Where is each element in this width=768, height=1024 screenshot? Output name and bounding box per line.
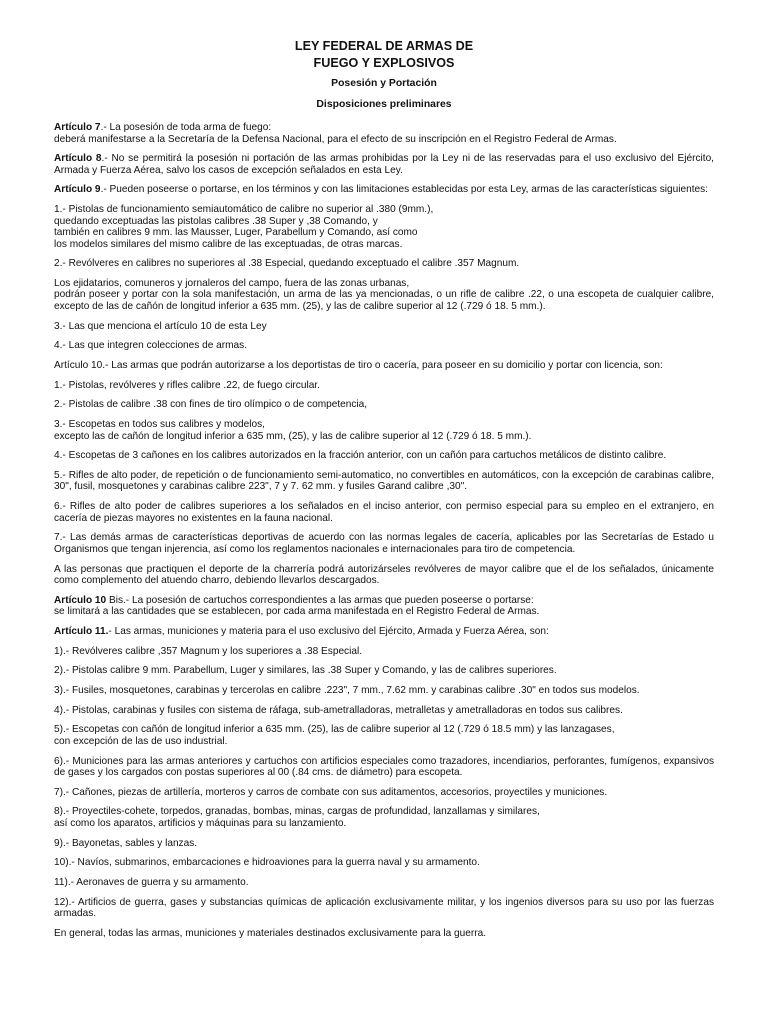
- paragraph-line: así como los aparatos, artificios y máquinas para su lanzamiento.: [54, 817, 347, 829]
- paragraph-line: se limitará a las cantidades que se establecen, por cada arma manifestada en el Registro Federal de Armas.: [54, 606, 540, 618]
- paragraph-line: podrán poseer y portar con la sola manifestación, un arma de las ya mencionadas, o un rifle de calibre .22, o una escopeta de cualquier calibre, excepto de las de cañón de longitud inferior a 635 mm. (25), y las de calibre superior al 12 (.729 ó 18. 5 mm.).: [54, 289, 714, 312]
- paragraph-line: 7.- Las demás armas de características deportivas de acuerdo con las normas legales de cacería, aplicables por las Secretarías de Estado u Organismos que tengan injerencia, así como los reglamentos nacionales e internacionales para tiro de competencia.: [54, 532, 714, 555]
- paragraph-line: también en calibres 9 mm. las Mausser, Luger, Parabellum y Comando, así como: [54, 227, 418, 239]
- paragraph-line: 4.- Escopetas de 3 cañones en los calibres autorizados en la fracción anterior, con un cañón para cartuchos metálicos de distinto calibre.: [54, 450, 667, 462]
- paragraph: [54, 838, 714, 850]
- article-label: Artículo 7: [54, 122, 101, 133]
- paragraph-line: Artículo 10.- Las armas que podrán autorizarse a los deportistas de tiro o cacería, para poseer en su domicilio y portar con licencia, son:: [54, 360, 663, 371]
- paragraph-line: con excepción de las de uso industrial.: [54, 735, 228, 747]
- paragraph-line: los modelos similares del mismo calibre de las exceptuadas, de otras marcas.: [54, 238, 403, 250]
- section-heading: Posesión y Portación: [331, 78, 437, 89]
- paragraph: [54, 756, 714, 779]
- paragraph: [54, 399, 714, 411]
- paragraph-line: 10).- Navíos, submarinos, embarcaciones e hidroaviones para la guerra naval y su armamento.: [54, 857, 480, 869]
- paragraph-line: excepto las de cañón de longitud inferior a 635 mm, (25), y las de calibre superior al 12 (.729 ó 18. 5 mm.).: [54, 430, 532, 442]
- article-label: Artículo 8: [54, 153, 102, 165]
- paragraph-line: 12).- Artificios de guerra, gases y substancias químicas de aplicación exclusivamente militar, y los ingenios diversos para su uso por las fuerzas armadas.: [54, 896, 714, 920]
- paragraph: [54, 532, 714, 555]
- paragraph-line: 3).- Fusiles, mosquetones, carabinas y tercerolas en calibre .223", 7 mm., 7.62 mm. y carabinas calibre .30" en todos sus modelos.: [54, 684, 640, 696]
- paragraph-line: 5.- Rifles de alto poder, de repetición o de funcionamiento semi-automatico, no convertibles en automáticos, con la excepción de carabinas calibre, 30", fusil, mosquetones y carabinas calibre 223", 7 y 7. 62 mm. y fusiles Garand calibre ,30".: [54, 469, 714, 493]
- paragraph: [54, 626, 714, 638]
- document-title: [54, 38, 714, 72]
- article-label: Artículo 11.: [54, 625, 109, 637]
- paragraph-line: 3.- Las que menciona el artículo 10 de esta Ley: [54, 320, 267, 332]
- paragraph-line: 7).- Cañones, piezas de artillería, morteros y carros de combate con sus aditamentos, accesorios, proyectiles y municiones.: [54, 786, 608, 798]
- paragraph-line: 6).- Municiones para las armas anteriores y cartuchos con artificios especiales como trazadores, incendiarios, perforantes, fumígenos, expansivos de gases y los cargados con postas superiores al 00 (.84 cms. de diámetro) para escopeta.: [54, 755, 714, 778]
- paragraph: [54, 122, 714, 145]
- paragraph-line: 2.- Pistolas de calibre .38 con fines de tiro olímpico o de competencia,: [54, 399, 368, 411]
- paragraph: [54, 564, 714, 587]
- paragraph-line: Artículo 9.- Pueden poseerse o portarse, en los términos y con las limitaciones establecidas por esta Ley, armas de las características siguientes:: [54, 184, 708, 196]
- paragraph: [54, 595, 714, 618]
- paragraph: [54, 340, 714, 352]
- paragraph: [54, 857, 714, 869]
- article-label: Artículo 10: [54, 594, 107, 606]
- paragraph-line: 11).- Aeronaves de guerra y su armamento.: [54, 876, 249, 888]
- paragraph-line: A las personas que practiquen el deporte de la charrería podrá autorizárseles revólveres de mayor calibre que el de los señalados, únicamente como complemento del atuendo charro, debiendo llevarlos descargados.: [54, 563, 714, 586]
- paragraph: [54, 380, 714, 392]
- paragraph: [54, 705, 714, 717]
- document-body: [54, 122, 714, 939]
- paragraph-line: 5).- Escopetas con cañón de longitud inferior a 635 mm. (25), las de calibre superior al 12 (.729 ó 18.5 mm) y las lanzagases,: [54, 724, 615, 736]
- paragraph: [54, 646, 714, 658]
- paragraph-line: Artículo 7.- La posesión de toda arma de fuego:: [54, 122, 272, 133]
- paragraph: [54, 278, 714, 313]
- paragraph-line: 6.- Rifles de alto poder de calibres superiores a los señalados en el inciso anterior, con permiso especial para su empleo en el extranjero, en cacería de piezas mayores no existentes en la fauna nacional.: [54, 501, 714, 524]
- paragraph-line: 4.- Las que integren colecciones de armas.: [54, 340, 248, 352]
- paragraph-line: 1).- Revólveres calibre ,357 Magnum y los superiores a .38 Especial.: [54, 645, 363, 657]
- paragraph-line: 3.- Escopetas en todos sus calibres y modelos,: [54, 419, 265, 431]
- paragraph: [54, 787, 714, 799]
- article-label: Artículo 9: [54, 184, 101, 196]
- title-line-1: LEY FEDERAL DE ARMAS DE: [294, 39, 474, 53]
- title-line-2: FUEGO Y EXPLOSIVOS: [313, 56, 455, 70]
- paragraph-line: 2.- Revólveres en calibres no superiores al .38 Especial, quedando exceptuado el calibre .357 Magnum.: [54, 258, 520, 270]
- paragraph: [54, 724, 714, 747]
- paragraph: [54, 450, 714, 462]
- paragraph: [54, 470, 714, 493]
- paragraph-line: 8).- Proyectiles-cohete, torpedos, granadas, bombas, minas, cargas de profundidad, lanzallamas y similares,: [54, 806, 540, 818]
- paragraph-line: Los ejidatarios, comuneros y jornaleros del campo, fuera de las zonas urbanas,: [54, 277, 410, 289]
- paragraph: [54, 258, 714, 270]
- paragraph-line: 1.- Pistolas de funcionamiento semiautomático de calibre no superior al .380 (9mm.),: [54, 204, 434, 216]
- paragraph: [54, 806, 714, 829]
- paragraph-line: deberá manifestarse a la Secretaría de la Defensa Nacional, para el efecto de su inscripción en el Registro Federal de Armas.: [54, 133, 617, 145]
- paragraph: [54, 184, 714, 196]
- paragraph: [54, 419, 714, 442]
- paragraph: [54, 360, 714, 372]
- paragraph-line: 9).- Bayonetas, sables y lanzas.: [54, 837, 198, 849]
- paragraph-line: Artículo 11.- Las armas, municiones y materia para el uso exclusivo del Ejército, Armada y Fuerza Aérea, son:: [54, 625, 549, 637]
- paragraph: [54, 204, 714, 250]
- paragraph: [54, 665, 714, 677]
- subsection-heading: Disposiciones preliminares: [316, 99, 452, 110]
- paragraph-line: quedando exceptuadas las pistolas calibres .38 Super y ,38 Comando, y: [54, 215, 378, 227]
- paragraph: [54, 897, 714, 920]
- paragraph-line: 1.- Pistolas, revólveres y rifles calibre .22, de fuego circular.: [54, 379, 320, 391]
- paragraph: [54, 501, 714, 524]
- paragraph-line: Artículo 10 Bis.- La posesión de cartuchos correspondientes a las armas que pueden poseerse o portarse:: [54, 594, 534, 606]
- paragraph: [54, 877, 714, 889]
- paragraph-line: 4).- Pistolas, carabinas y fusiles con sistema de ráfaga, sub-ametralladoras, metralletas y ametralladoras en todos sus calibres.: [54, 704, 623, 716]
- paragraph: [54, 153, 714, 176]
- paragraph: [54, 685, 714, 697]
- paragraph-line: En general, todas las armas, municiones y materiales destinados exclusivamente para la guerra.: [54, 927, 487, 939]
- paragraph-line: Artículo 8.- No se permitirá la posesión ni portación de las armas prohibidas por la Ley ni de las reservadas para el uso exclusivo del Ejército, Armada y Fuerza Aérea, salvo los casos de excepción señalados en esta Ley.: [54, 153, 714, 176]
- paragraph: [54, 928, 714, 940]
- paragraph-line: 2).- Pistolas calibre 9 mm. Parabellum, Luger y similares, las .38 Super y Comando, y las de calibres superiores.: [54, 665, 557, 677]
- paragraph: [54, 321, 714, 333]
